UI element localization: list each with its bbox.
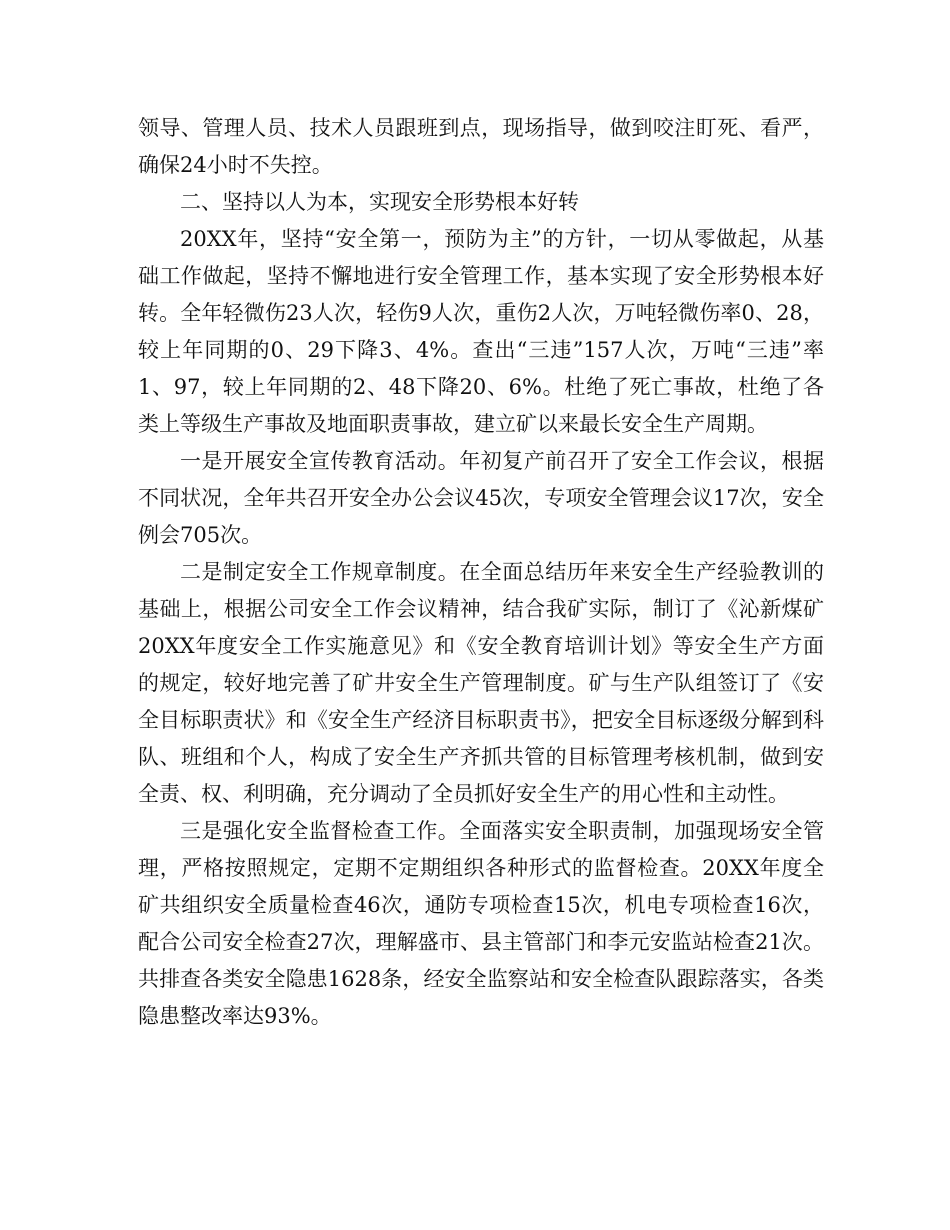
document-body [138, 110, 824, 1035]
paragraph-safety-summary: 20XX年，坚持“安全第一，预防为主”的方针，一切从零做起，从基础工作做起，坚持不懈地进行安全管理工作，基本实现了安全形势根本好转。全年轻微伤23人次，轻伤9人次，重伤2人次，万吨轻微伤率0、28，较上年同期的0、29下降3、4%。查出“三违”157人次，万吨“三违”率1、97，较上年同期的2、48下降20、6%。杜绝了死亡事故，杜绝了各类上等级生产事故及地面职责事故，建立矿以来最长安全生产周期。 [138, 227, 824, 436]
paragraph-inspection: 三是强化安全监督检查工作。全面落实安全职责制，加强现场安全管理，严格按照规定，定期不定期组织各种形式的监督检查。20XX年度全矿共组织安全质量检查46次，通防专项检查15次，机电专项检查16次，配合公司安全检查27次，理解盛市、县主管部门和李元安监站检查21次。共排查各类安全隐患1628条，经安全监察站和安全检查队跟踪落实，各类隐患整改率达93%。 [138, 819, 824, 1028]
paragraph-regulations: 二是制定安全工作规章制度。在全面总结历年来安全生产经验教训的基础上，根据公司安全工作会议精神，结合我矿实际，制订了《沁新煤矿20XX年度安全工作实施意见》和《安全教育培训计划》等安全生产方面的规定，较好地完善了矿井安全生产管理制度。矿与生产队组签订了《安全目标职责状》和《安全生产经济目标职责书》，把安全目标逐级分解到科队、班组和个人，构成了安全生产齐抓共管的目标管理考核机制，做到安全责、权、利明确，充分调动了全员抓好安全生产的用心性和主动性。 [138, 560, 824, 806]
section-heading: 二、坚持以人为本，实现安全形势根本好转 [180, 190, 579, 214]
paragraph-education: 一是开展安全宣传教育活动。年初复产前召开了安全工作会议，根据不同状况，全年共召开安全办公会议45次，专项安全管理会议17次，安全例会705次。 [138, 449, 824, 547]
paragraph-continuation: 领导、管理人员、技术人员跟班到点，现场指导，做到咬注盯死、看严，确保24小时不失控。 [138, 116, 824, 177]
